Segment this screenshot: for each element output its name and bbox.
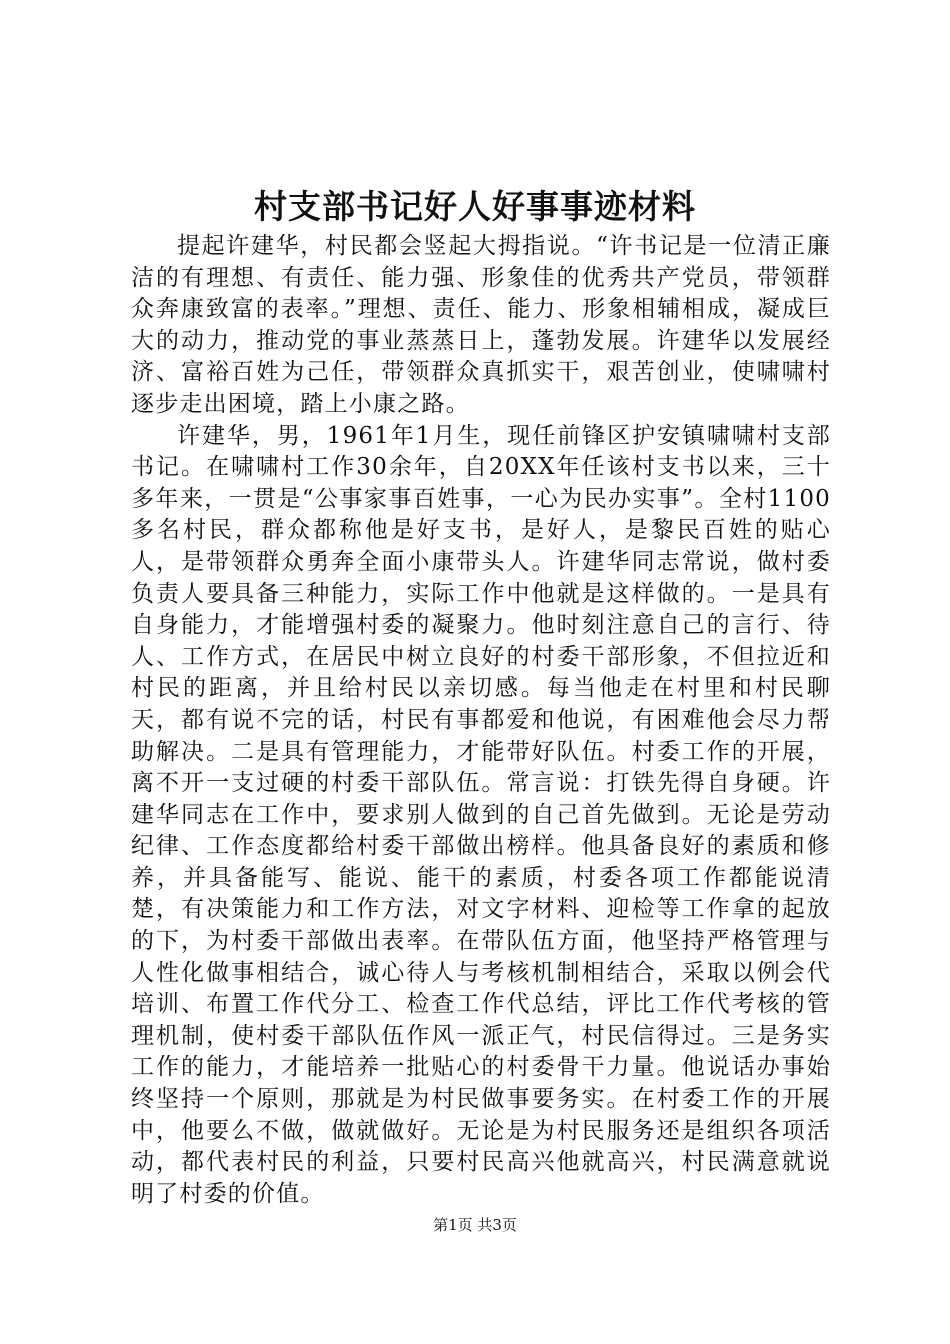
document-title: 村支部书记好人好事事迹材料 [254,187,696,226]
paragraph-intro: 提起许建华，村民都会竖起大拇指说。“许书记是一位清正廉洁的有理想、有责任、能力强、形象佳的优秀共产党员，带领群众奔康致富的表率。”理想、责任、能力、形象相辅相成，凝成巨大的动力，推动党的事业蒸蒸日上，蓬勃发展。许建华以发展经济、富裕百姓为己任，带领群众真抓实干，艰苦创业，使啸啸村逐步走出困境，踏上小康之路。 [131,233,831,417]
document-body [131,231,831,1210]
page-number: 第1页 共3页 [433,1216,517,1234]
paragraph-profile: 许建华，男，1961年1月生，现任前锋区护安镇啸啸村支部书记。在啸啸村工作30余年，自20XX年任该村支书以来，三十多年来，一贯是“公事家事百姓事，一心为民办实事”。全村1100多名村民，群众都称他是好支书，是好人，是黎民百姓的贴心人，是带领群众勇奔全面小康带头人。许建华同志常说，做村委负责人要具备三种能力，实际工作中他就是这样做的。一是具有自身能力，才能增强村委的凝聚力。他时刻注意自己的言行、待人、工作方式，在居民中树立良好的村委干部形象，不但拉近和村民的距离，并且给村民以亲切感。每当他走在村里和村民聊天，都有说不完的话，村民有事都爱和他说，有困难他会尽力帮助解决。二是具有管理能力，才能带好队伍。村委工作的开展，离不开一支过硬的村委干部队伍。常言说：打铁先得自身硬。许建华同志在工作中，要求别人做到的自己首先做到。无论是劳动纪律、工作态度都给村委干部做出榜样。他具备良好的素质和修养，并具备能写、能说、能干的素质，村委各项工作都能说清楚，有决策能力和工作方法，对文字材料、迎检等工作拿的起放的下，为村委干部做出表率。在带队伍方面，他坚持严格管理与人性化做事相结合，诚心待人与考核机制相结合，采取以例会代培训、布置工作代分工、检查工作代总结，评比工作代考核的管理机制，使村委干部队伍作风一派正气，村民信得过。三是务实工作的能力，才能培养一批贴心的村委骨干力量。他说话办事始终坚持一个原则，那就是为村民做事要务实。在村委工作的开展中，他要么不做，做就做好。无论是为村民服务还是组织各项活动，都代表村民的利益，只要村民高兴他就高兴，村民满意就说明了村委的价值。 [131,422,831,1207]
